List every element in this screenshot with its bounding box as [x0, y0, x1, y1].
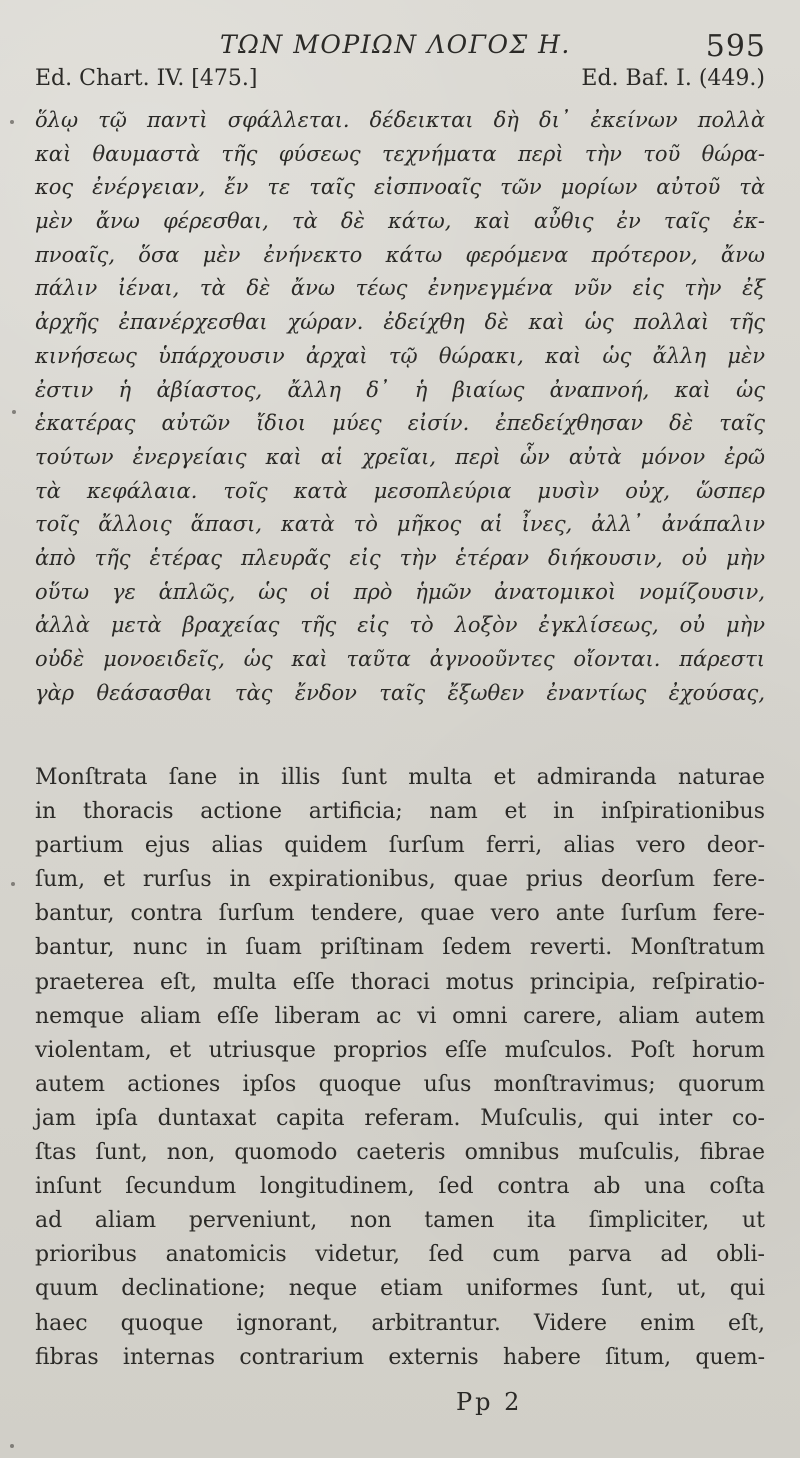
latin-line: prioribus anatomicis videtur, ſed cum parva ad obli- [35, 1242, 765, 1268]
latin-line: bantur, nunc in ſuam priſtinam ſedem reverti. Monſtratum [35, 935, 765, 961]
greek-line: καὶ θαυμαστὰ τῆς φύσεως τεχνήματα περὶ τὴν τοῦ θώρα- [35, 141, 765, 166]
greek-text-block [35, 104, 765, 710]
latin-line: ad aliam perveniunt, non tamen ita ſimpliciter, ut [35, 1208, 765, 1234]
greek-line: τοῖς ἄλλοις ἅπασι, κατὰ τὸ μῆκος αἱ ἶνες, ἀλλ᾽ ἀνάπαλιν [35, 512, 765, 537]
latin-line: ſtas ſunt, non, quomodo caeteris omnibus muſculis, fibrae [35, 1140, 765, 1166]
page-number: 595 [705, 29, 766, 64]
greek-line: κινήσεως ὑπάρχουσιν ἀρχαὶ τῷ θώρακι, καὶ ὡς ἄλλη μὲν [35, 343, 765, 368]
greek-line: πάλιν ἰέναι, τὰ δὲ ἄνω τέως ἐνηνεγμένα νῦν εἰς τὴν ἐξ [35, 276, 765, 301]
paper-speck [10, 120, 14, 124]
latin-line: autem actiones ipſos quoque uſus monſtravimus; quorum [35, 1071, 765, 1097]
greek-line: ἀπὸ τῆς ἑτέρας πλευρᾶς εἰς τὴν ἑτέραν διήκουσιν, οὐ μὴν [35, 545, 765, 570]
latin-line: Monſtrata ſane in illis ſunt multa et admiranda naturae [35, 765, 765, 790]
latin-line: inſunt ſecundum longitudinem, ſed contra ab una coſta [35, 1174, 765, 1200]
latin-line: violentam, et utriusque proprios eſſe muſculos. Poſt horum [35, 1037, 765, 1063]
latin-line: ſum, et rurſus in expirationibus, quae prius deorſum fere- [35, 867, 765, 893]
greek-line: ἀρχῆς ἐπανέρχεσθαι χώραν. ἐδείχθη δὲ καὶ ὡς πολλαὶ τῆς [35, 310, 765, 335]
latin-line: jam ipſa duntaxat capita referam. Muſculis, qui inter co- [35, 1105, 765, 1131]
latin-line: fibras internas contrarium externis habere ſitum, quem- [35, 1344, 765, 1370]
edition-references [35, 66, 765, 98]
greek-line: ἐστιν ἡ ἀβίαστος, ἄλλη δ᾽ ἡ βιαίως ἀναπνοή, καὶ ὡς [35, 377, 765, 402]
latin-line: nemque aliam eſſe liberam ac vi omni carere, aliam autem [35, 1003, 765, 1029]
latin-text-block [35, 761, 765, 1375]
greek-line: οὕτω γε ἁπλῶς, ὡς οἱ πρὸ ἡμῶν ἀνατομικοὶ νομίζουσιν, [35, 579, 765, 604]
printer-signature: Pp 2 [456, 1388, 523, 1416]
greek-line: ἀλλὰ μετὰ βραχείας τῆς εἰς τὸ λοξὸν ἐγκλίσεως, οὐ μὴν [35, 613, 765, 638]
latin-line: bantur, contra ſurſum tendere, quae vero ante ſurſum fere- [35, 901, 765, 927]
page-header [0, 24, 800, 64]
edition-right: Ed. Baf. I. (449.) [581, 66, 765, 91]
greek-line: πνοαῖς, ὅσα μὲν ἐνήνεκτο κάτω φερόμενα πρότερον, ἄνω [35, 242, 765, 267]
greek-line: κος ἐνέργειαν, ἔν τε ταῖς εἰσπνοαῖς τῶν μορίων αὐτοῦ τὰ [35, 175, 765, 200]
greek-line: γὰρ θεάσασθαι τὰς ἔνδον ταῖς ἔξωθεν ἐναντίως ἐχούσας, [35, 680, 765, 705]
running-title: ΤΩΝ ΜΟΡΙΩΝ ΛΟΓΟΣ Η. [220, 30, 571, 59]
paper-speck [11, 882, 15, 886]
greek-line: ἑκατέρας αὐτῶν ἴδιοι μύες εἰσίν. ἐπεδείχθησαν δὲ ταῖς [35, 411, 765, 436]
latin-line: quum declinatione; neque etiam uniformes ſunt, ut, qui [35, 1276, 765, 1302]
latin-line: partium ejus alias quidem ſurſum ferri, alias vero deor- [35, 833, 765, 859]
greek-line: μὲν ἄνω φέρεσθαι, τὰ δὲ κάτω, καὶ αὖθις ἐν ταῖς ἐκ- [35, 209, 765, 234]
latin-line: praeterea eſt, multa eſſe thoraci motus principia, reſpiratio- [35, 969, 765, 995]
latin-line: haec quoque ignorant, arbitrantur. Videre enim eſt, [35, 1310, 765, 1336]
greek-line: τὰ κεφάλαια. τοῖς κατὰ μεσοπλεύρια μυσὶν οὐχ, ὥσπερ [35, 478, 765, 503]
latin-line: in thoracis actione artificia; nam et in inſpirationibus [35, 799, 765, 825]
paper-speck [10, 1444, 14, 1448]
greek-line: τούτων ἐνεργείαις καὶ αἱ χρεῖαι, περὶ ὧν αὐτὰ μόνον ἐρῶ [35, 444, 765, 469]
paper-speck [12, 410, 16, 414]
edition-left: Ed. Chart. IV. [475.] [35, 66, 258, 91]
greek-line: ὅλῳ τῷ παντὶ σφάλλεται. δέδεικται δὴ δι᾽ ἐκείνων πολλὰ [35, 108, 765, 132]
greek-line: οὐδὲ μονοειδεῖς, ὡς καὶ ταῦτα ἀγνοοῦντες οἴονται. πάρεστι [35, 647, 765, 671]
